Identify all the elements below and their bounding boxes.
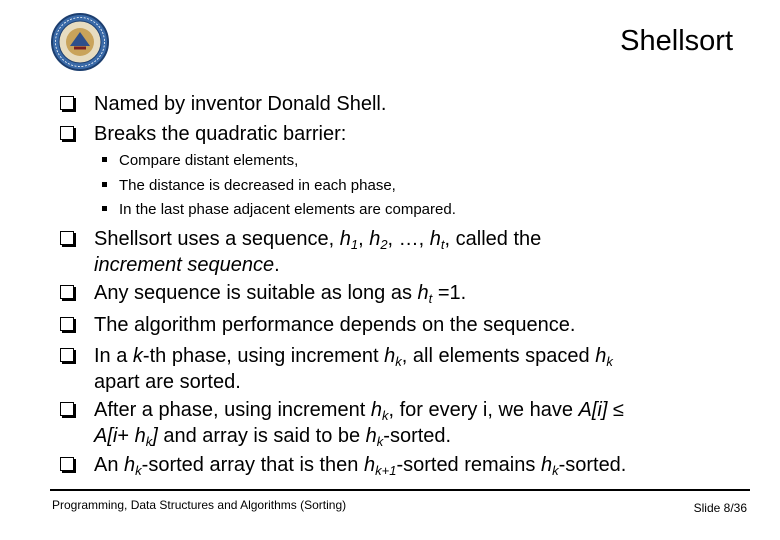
sub-bullet-item	[102, 149, 740, 172]
checkbox-bullet-icon	[60, 285, 74, 299]
bullet-item	[60, 343, 740, 395]
bullet-item	[60, 280, 740, 306]
bullet-item	[60, 452, 740, 478]
sub-bullet-text: Compare distant elements,	[119, 152, 299, 169]
checkbox-bullet-icon	[60, 457, 74, 471]
slide-title: Shellsort	[620, 25, 733, 57]
bullet-item	[60, 91, 740, 117]
checkbox-bullet-icon	[60, 126, 74, 140]
checkbox-bullet-icon	[60, 317, 74, 331]
square-bullet-icon	[102, 157, 107, 162]
bullet-text: Shellsort uses a sequence, $h_1$, $h_2$, …, $h_t$, called the increment sequence.	[94, 228, 542, 276]
bullet-text: An $h_k$-sorted array that is then $h_{k+1}$-sorted remains $h_k$-sorted.	[94, 454, 627, 478]
checkbox-bullet-icon	[60, 231, 74, 245]
sub-bullet-text: The distance is decreased in each phase,	[119, 177, 396, 194]
bullet-text: Breaks the quadratic barrier:	[94, 123, 347, 145]
checkbox-bullet-icon	[60, 96, 74, 110]
footer-course-title: Programming, Data Structures and Algorithms (Sorting)	[52, 498, 347, 512]
square-bullet-icon	[102, 206, 107, 211]
slide-number: Slide 8/36	[693, 501, 747, 515]
bullet-item	[60, 121, 740, 147]
sub-bullet-item	[102, 174, 740, 197]
checkbox-bullet-icon	[60, 348, 74, 362]
bullet-text: In a k-th phase, using increment $h_k$, all elements spaced $h_k$ apart are sorted.	[94, 345, 613, 393]
sub-bullet-text: In the last phase adjacent elements are compared.	[119, 201, 456, 218]
bullet-item	[60, 226, 740, 278]
bullet-item	[60, 312, 740, 338]
bullet-text: The algorithm performance depends on the sequence.	[94, 314, 576, 336]
footer-divider	[50, 489, 750, 491]
university-seal-logo	[50, 12, 110, 72]
checkbox-bullet-icon	[60, 402, 74, 416]
bullet-item	[60, 397, 740, 449]
bullet-text: Any sequence is suitable as long as $h_t =1$.	[94, 282, 467, 306]
square-bullet-icon	[102, 182, 107, 187]
sub-bullet-item	[102, 198, 740, 221]
bullet-text: After a phase, using increment $h_k$, for every i, we have A[i] ≤ $A[i+ h_k]$ and array is said to be $h_k$-sorted.	[94, 399, 624, 449]
bullet-text: Named by inventor Donald Shell.	[94, 93, 387, 115]
